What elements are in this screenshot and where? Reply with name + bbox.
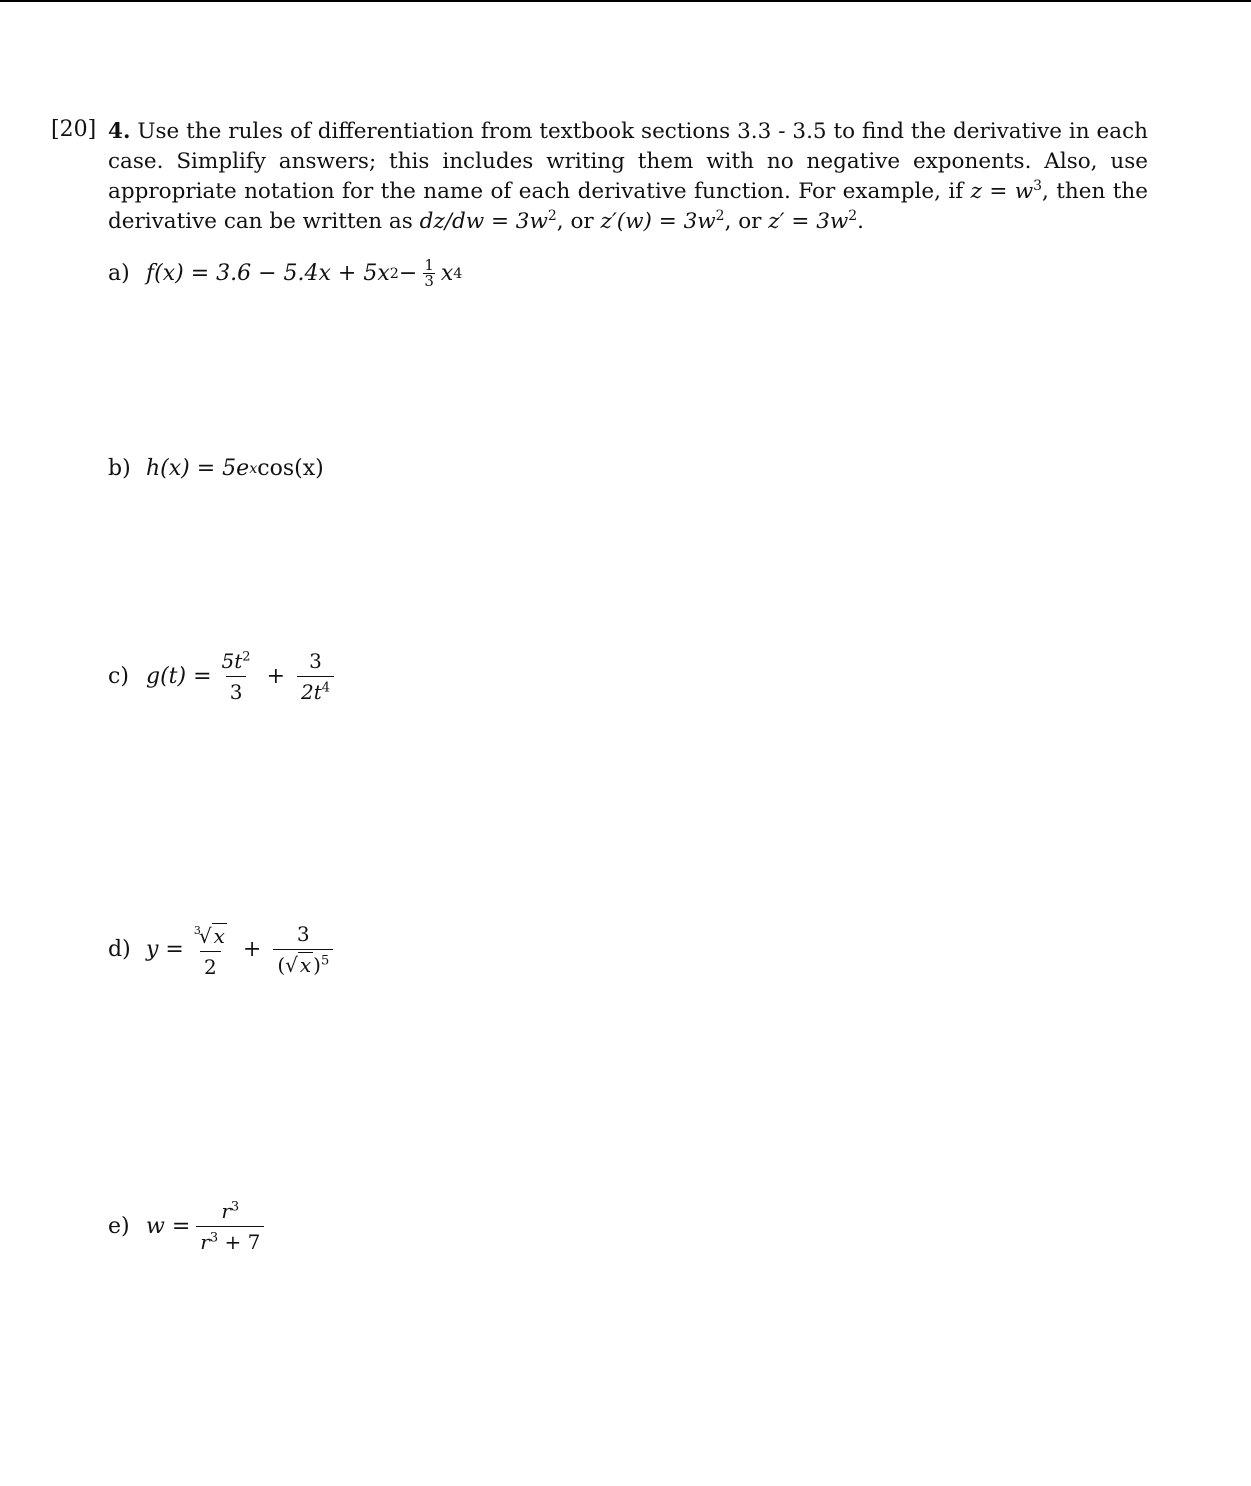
part-e-den-exp: 3 (209, 1230, 219, 1246)
part-c-fraction-1 (218, 648, 255, 705)
part-c-lhs: g(t) = (146, 664, 212, 689)
top-border-line (0, 0, 1251, 2)
part-e-num-var: r (221, 1199, 231, 1223)
part-d-root-index: 3 (193, 924, 201, 937)
part-e-lhs: w = (146, 1214, 191, 1239)
part-c-f2-den-exp: 4 (321, 680, 331, 696)
part-c-f1-num (218, 648, 255, 676)
part-e (108, 1198, 270, 1255)
part-a: a) f(x) = 3.6 − 5.4x + 5x 2 − $\frac{1}{3}$ x 4 (108, 256, 463, 290)
part-b: b) h(x) = 5e x cos(x) (108, 456, 324, 481)
question-text-4: , or (724, 209, 769, 234)
part-a-var: x (440, 261, 454, 286)
part-d-fraction-2 (273, 921, 333, 978)
radical-sign-icon: √ (198, 924, 212, 948)
part-c-f2-den-text: 2t (301, 680, 322, 704)
question-text-1: Use the rules of differentiation from textbook sections 3.3 - 3.5 to find the derivative in each case. Simplify answers; this includes writing them with no negative exponents. Also, use appropriate notation for the name of each derivative function. For example, if (108, 119, 1148, 204)
radical-sign-icon: √ (285, 952, 298, 977)
part-b-label: b) (108, 456, 131, 481)
part-a-frac-den: 3 (424, 272, 434, 290)
part-d-f2-den-exp: 5 (320, 952, 330, 968)
part-d-label: d) (108, 936, 131, 962)
part-c-f2-num: 3 (309, 649, 322, 673)
part-e-label: e) (108, 1214, 130, 1239)
part-b-rest: cos(x) (257, 456, 324, 481)
part-d (108, 918, 339, 980)
example-2: dz/dw = 3w (419, 209, 548, 234)
part-c-f1-num-exp: 2 (242, 649, 251, 665)
part-d-root-var: x (213, 924, 225, 948)
part-a-lhs: f(x) = 3.6 − 5.4x + 5x (146, 261, 390, 286)
part-c-f2-den (297, 676, 334, 705)
example-3-exp: 2 (715, 207, 725, 224)
question-text (108, 117, 1148, 237)
example-4-exp: 2 (848, 207, 858, 224)
part-c-f1-den: 3 (226, 676, 247, 705)
points-value: [20] (51, 117, 97, 142)
example-4: z′ = 3w (768, 209, 849, 234)
part-d-fraction-1 (190, 918, 231, 980)
example-1: z = w (970, 179, 1034, 204)
example-3: z′(w) = 3w (600, 209, 716, 234)
part-b-lhs: h(x) = 5e (146, 456, 250, 481)
part-e-den-rest: + 7 (218, 1230, 261, 1254)
part-e-den (196, 1226, 264, 1255)
part-d-lhs: y = (146, 936, 184, 962)
part-a-minus: − (398, 261, 418, 286)
part-c-label: c) (108, 664, 129, 689)
question-text-5: . (857, 209, 865, 234)
part-d-f2-den-var: x (299, 952, 312, 977)
part-a-fraction (423, 258, 435, 289)
part-c (108, 648, 340, 705)
question-number: 4. (108, 119, 131, 144)
example-1-exp: 3 (1033, 177, 1043, 194)
part-c-plus: + (266, 664, 286, 689)
example-2-exp: 2 (547, 207, 557, 224)
question-text-3: , or (556, 209, 601, 234)
part-d-cube-root (190, 918, 231, 951)
part-e-den-var: r (200, 1230, 210, 1254)
part-d-plus: + (242, 936, 262, 962)
part-c-fraction-2 (297, 648, 334, 705)
part-d-f1-den: 2 (200, 951, 221, 980)
part-a-frac-num: 1 (424, 256, 434, 274)
part-e-fraction (196, 1198, 264, 1255)
part-a-label: a) (108, 261, 130, 286)
part-d-f2-num: 3 (296, 921, 310, 946)
part-e-num-exp: 3 (230, 1199, 240, 1215)
part-d-f2-den: (√ x )$^5$ (273, 949, 333, 978)
part-e-num (217, 1198, 243, 1226)
question-text-2: , then the derivative can be written as (108, 179, 1148, 234)
part-c-f1-num-text: 5t (221, 649, 243, 673)
